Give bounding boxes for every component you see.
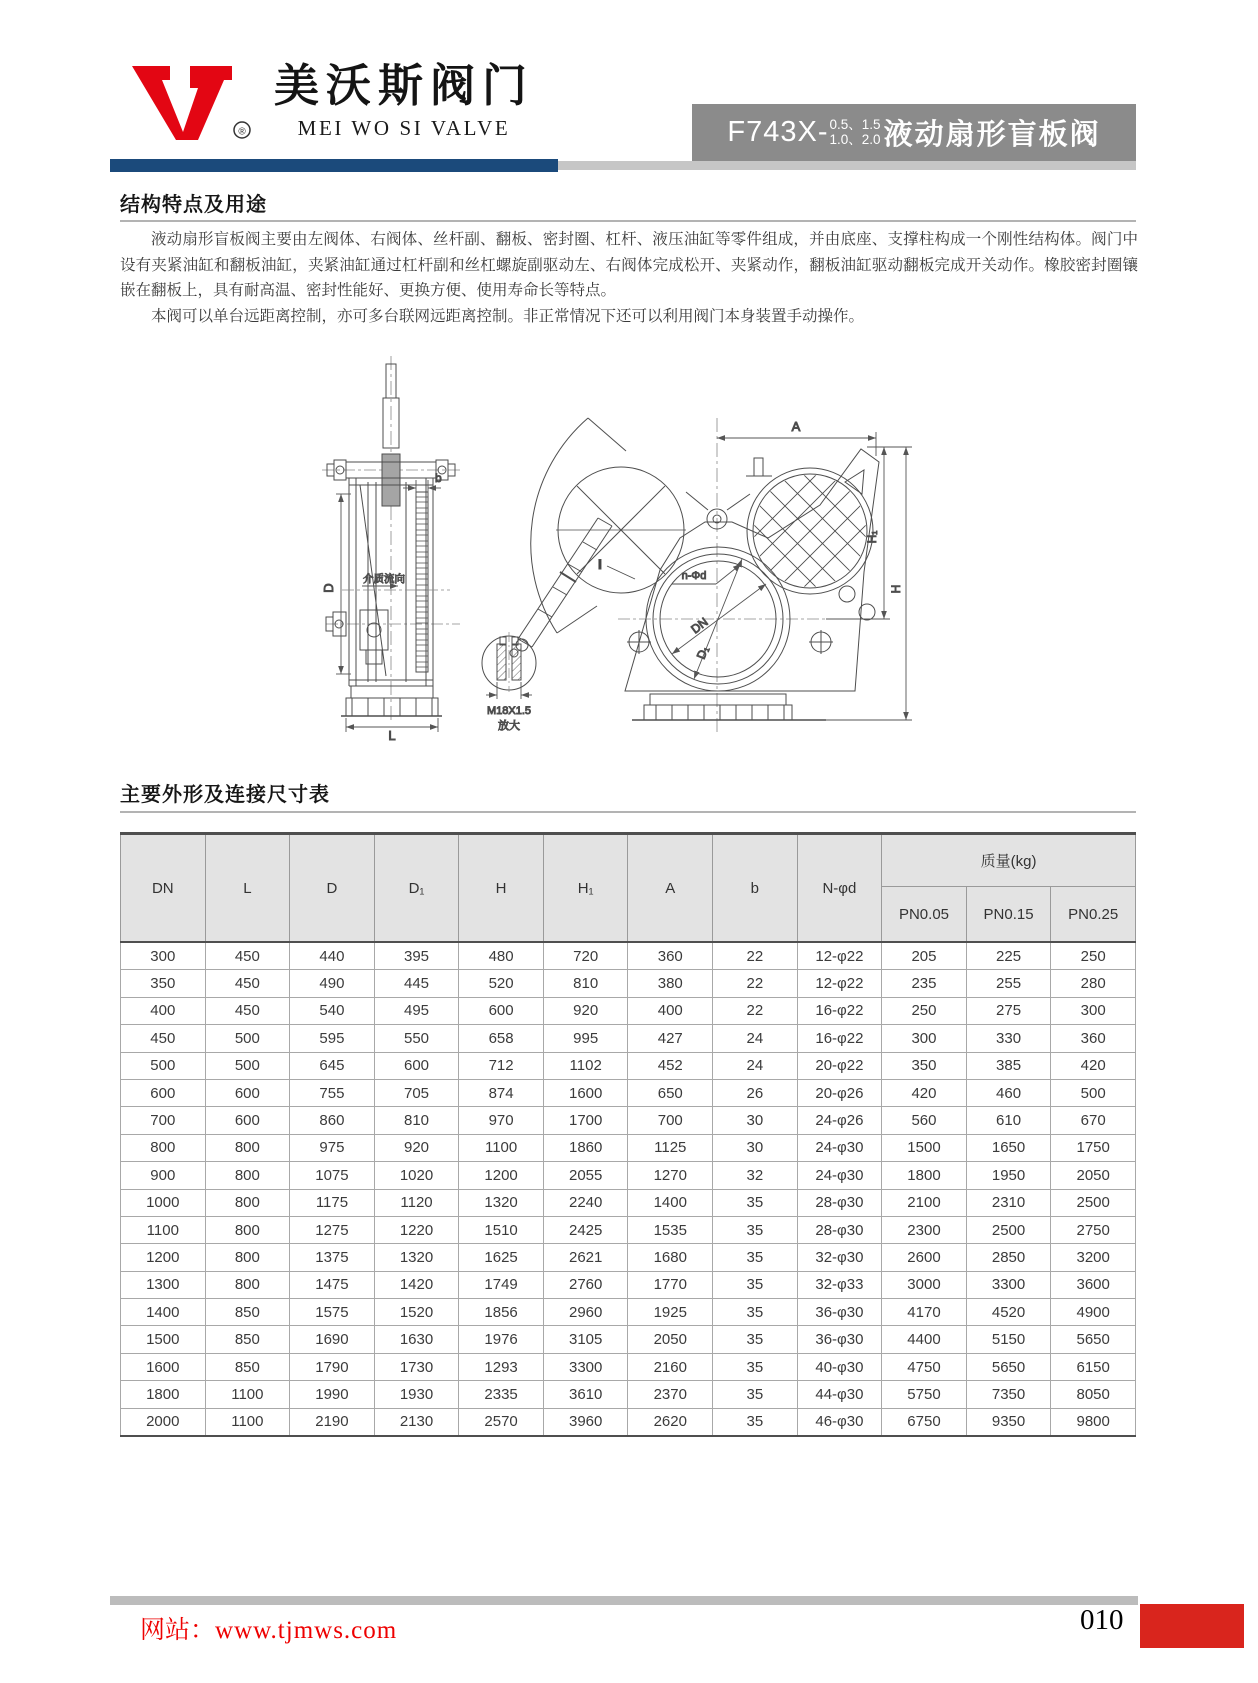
valve-drawing xyxy=(120,342,1136,742)
table-cell: 380 xyxy=(628,970,713,997)
table-cell: 500 xyxy=(1051,1079,1136,1106)
table-cell: 600 xyxy=(205,1079,290,1106)
table-cell: 360 xyxy=(628,942,713,970)
table-cell: 1800 xyxy=(882,1162,967,1189)
table-cell: 3300 xyxy=(966,1271,1051,1298)
table-cell: 1475 xyxy=(290,1271,375,1298)
table-cell: 300 xyxy=(121,942,206,970)
registered-mark: ® xyxy=(238,126,246,138)
table-cell: 44-φ30 xyxy=(797,1381,882,1408)
table-cell: 650 xyxy=(628,1079,713,1106)
table-cell: 235 xyxy=(882,970,967,997)
bolt-holes-label: n-Φd xyxy=(681,570,707,582)
table-cell: 1749 xyxy=(459,1271,544,1298)
table-cell: 36-φ30 xyxy=(797,1326,882,1353)
table-cell: 1930 xyxy=(374,1381,459,1408)
table-cell: 500 xyxy=(121,1052,206,1079)
table-cell: 2960 xyxy=(543,1299,628,1326)
table-cell: 30 xyxy=(713,1107,798,1134)
table-cell: 2300 xyxy=(882,1216,967,1243)
table-cell: 8050 xyxy=(1051,1381,1136,1408)
table-cell: 4400 xyxy=(882,1326,967,1353)
table-cell: 4170 xyxy=(882,1299,967,1326)
table-cell: 700 xyxy=(121,1107,206,1134)
table-cell: 1976 xyxy=(459,1326,544,1353)
table-cell: 1320 xyxy=(459,1189,544,1216)
table-cell: 6750 xyxy=(882,1408,967,1436)
table-cell: 900 xyxy=(121,1162,206,1189)
brand-logo-icon xyxy=(128,58,260,144)
table-cell: 35 xyxy=(713,1189,798,1216)
table-cell: 1100 xyxy=(459,1134,544,1161)
column-header-d1: D₁ xyxy=(374,834,459,943)
table-cell: 1125 xyxy=(628,1134,713,1161)
table-cell: 600 xyxy=(459,997,544,1024)
table-cell: 9350 xyxy=(966,1408,1051,1436)
table-row xyxy=(121,1353,1136,1380)
table-cell: 1750 xyxy=(1051,1134,1136,1161)
column-header-pn005: PN0.05 xyxy=(882,887,967,943)
table-cell: 2750 xyxy=(1051,1216,1136,1243)
dim-label-a: A xyxy=(791,419,801,434)
table-cell: 3300 xyxy=(543,1353,628,1380)
table-cell: 850 xyxy=(205,1299,290,1326)
table-cell: 800 xyxy=(205,1271,290,1298)
product-model: F743X- xyxy=(727,116,829,148)
table-row xyxy=(121,1244,1136,1271)
table-cell: 4900 xyxy=(1051,1299,1136,1326)
table-cell: 1275 xyxy=(290,1216,375,1243)
table-cell: 1200 xyxy=(121,1244,206,1271)
table-cell: 2620 xyxy=(628,1408,713,1436)
table-cell: 28-φ30 xyxy=(797,1189,882,1216)
table-cell: 755 xyxy=(290,1079,375,1106)
table-cell: 1500 xyxy=(121,1326,206,1353)
table-cell: 1700 xyxy=(543,1107,628,1134)
table-cell: 32-φ30 xyxy=(797,1244,882,1271)
website-label: 网站： xyxy=(140,1616,216,1644)
table-cell: 1375 xyxy=(290,1244,375,1271)
table-cell: 1925 xyxy=(628,1299,713,1326)
section-mark-label: I xyxy=(598,556,602,572)
table-cell: 2370 xyxy=(628,1381,713,1408)
table-cell: 420 xyxy=(882,1079,967,1106)
table-cell: 1102 xyxy=(543,1052,628,1079)
table-cell: 28-φ30 xyxy=(797,1216,882,1243)
brand-name-cn: 美沃斯阀门 xyxy=(274,61,535,111)
table-cell: 35 xyxy=(713,1299,798,1326)
table-cell: 2600 xyxy=(882,1244,967,1271)
pressure-ratings xyxy=(830,118,881,147)
table-cell: 3105 xyxy=(543,1326,628,1353)
table-cell: 2190 xyxy=(290,1408,375,1436)
table-cell: 1100 xyxy=(205,1408,290,1436)
table-cell: 24 xyxy=(713,1052,798,1079)
table-row xyxy=(121,1052,1136,1079)
table-row xyxy=(121,970,1136,997)
table-cell: 970 xyxy=(459,1107,544,1134)
table-cell: 225 xyxy=(966,942,1051,970)
table-row xyxy=(121,1107,1136,1134)
footer-red-block xyxy=(1140,1604,1244,1648)
table-cell: 3000 xyxy=(882,1271,967,1298)
pressure-bottom: 1.0、2.0 xyxy=(829,131,881,147)
table-cell: 440 xyxy=(290,942,375,970)
dim-label-d1: D₁ xyxy=(693,644,712,662)
table-cell: 22 xyxy=(713,942,798,970)
table-cell: 400 xyxy=(121,997,206,1024)
table-cell: 1625 xyxy=(459,1244,544,1271)
table-cell: 2500 xyxy=(966,1216,1051,1243)
table-cell: 490 xyxy=(290,970,375,997)
table-cell: 35 xyxy=(713,1244,798,1271)
column-header-pn015: PN0.15 xyxy=(966,887,1051,943)
column-header-b: b xyxy=(713,834,798,943)
table-cell: 1200 xyxy=(459,1162,544,1189)
dim-label-d: D xyxy=(321,583,336,593)
table-cell: 800 xyxy=(121,1134,206,1161)
table-cell: 24-φ30 xyxy=(797,1162,882,1189)
table-cell: 800 xyxy=(205,1134,290,1161)
dim-H xyxy=(826,447,912,720)
header-rule-gray xyxy=(558,161,1136,170)
pressure-top: 0.5、1.5 xyxy=(829,116,881,132)
table-cell: 2240 xyxy=(543,1189,628,1216)
features-heading: 结构特点及用途 xyxy=(120,194,267,216)
table-cell: 810 xyxy=(374,1107,459,1134)
thread-spec-label: M18X1.5 xyxy=(486,705,532,717)
dimensions-table-head xyxy=(121,834,1136,943)
table-cell: 5650 xyxy=(966,1353,1051,1380)
table-cell: 975 xyxy=(290,1134,375,1161)
dimensions-table xyxy=(120,832,1136,1437)
table-cell: 560 xyxy=(882,1107,967,1134)
table-cell: 205 xyxy=(882,942,967,970)
table-cell: 275 xyxy=(966,997,1051,1024)
table-cell: 350 xyxy=(882,1052,967,1079)
table-row xyxy=(121,1189,1136,1216)
table-cell: 26 xyxy=(713,1079,798,1106)
column-header-dn: DN xyxy=(121,834,206,943)
table-cell: 250 xyxy=(1051,942,1136,970)
clamp-cylinder xyxy=(510,518,612,657)
table-cell: 595 xyxy=(290,1025,375,1052)
table-cell: 32-φ33 xyxy=(797,1271,882,1298)
table-cell: 1510 xyxy=(459,1216,544,1243)
table-cell: 35 xyxy=(713,1408,798,1436)
column-header-nphid: N-φd xyxy=(797,834,882,943)
logo-block xyxy=(128,58,534,144)
table-cell: 450 xyxy=(205,942,290,970)
technical-drawings xyxy=(120,342,1136,742)
table-cell: 1175 xyxy=(290,1189,375,1216)
table-cell: 3600 xyxy=(1051,1271,1136,1298)
table-cell: 1400 xyxy=(121,1299,206,1326)
table-row xyxy=(121,1079,1136,1106)
table-cell: 1500 xyxy=(882,1134,967,1161)
table-cell: 1520 xyxy=(374,1299,459,1326)
table-cell: 2335 xyxy=(459,1381,544,1408)
table-cell: 452 xyxy=(628,1052,713,1079)
table-cell: 35 xyxy=(713,1326,798,1353)
table-cell: 460 xyxy=(966,1079,1051,1106)
table-cell: 2100 xyxy=(882,1189,967,1216)
table-cell: 280 xyxy=(1051,970,1136,997)
column-header-a: A xyxy=(628,834,713,943)
table-cell: 12-φ22 xyxy=(797,942,882,970)
dimensions-underline xyxy=(120,811,1136,813)
table-cell: 385 xyxy=(966,1052,1051,1079)
table-cell: 1320 xyxy=(374,1244,459,1271)
table-cell: 995 xyxy=(543,1025,628,1052)
table-cell: 800 xyxy=(205,1162,290,1189)
table-cell: 2050 xyxy=(1051,1162,1136,1189)
column-header-l: L xyxy=(205,834,290,943)
table-row xyxy=(121,1381,1136,1408)
table-cell: 350 xyxy=(121,970,206,997)
table-cell: 12-φ22 xyxy=(797,970,882,997)
table-cell: 495 xyxy=(374,997,459,1024)
table-cell: 540 xyxy=(290,997,375,1024)
table-cell: 810 xyxy=(543,970,628,997)
table-cell: 4520 xyxy=(966,1299,1051,1326)
website-url[interactable]: www.tjmws.com xyxy=(215,1617,398,1644)
table-row xyxy=(121,1162,1136,1189)
table-cell: 1293 xyxy=(459,1353,544,1380)
table-cell: 1790 xyxy=(290,1353,375,1380)
table-cell: 20-φ22 xyxy=(797,1052,882,1079)
brand-text xyxy=(274,58,534,141)
table-cell: 400 xyxy=(628,997,713,1024)
table-cell: 9800 xyxy=(1051,1408,1136,1436)
table-cell: 920 xyxy=(374,1134,459,1161)
table-cell: 445 xyxy=(374,970,459,997)
dim-label-l: L xyxy=(388,728,396,742)
table-cell: 1000 xyxy=(121,1189,206,1216)
page-number: 010 xyxy=(1080,1604,1124,1636)
table-cell: 645 xyxy=(290,1052,375,1079)
table-cell: 35 xyxy=(713,1216,798,1243)
table-row xyxy=(121,1025,1136,1052)
table-cell: 600 xyxy=(121,1079,206,1106)
table-cell: 16-φ22 xyxy=(797,997,882,1024)
brand-name-en: MEI WO SI VALVE xyxy=(297,116,511,140)
table-cell: 300 xyxy=(1051,997,1136,1024)
table-cell: 2500 xyxy=(1051,1189,1136,1216)
table-cell: 395 xyxy=(374,942,459,970)
table-cell: 5750 xyxy=(882,1381,967,1408)
table-cell: 920 xyxy=(543,997,628,1024)
table-cell: 1020 xyxy=(374,1162,459,1189)
table-cell: 5650 xyxy=(1051,1326,1136,1353)
column-header-pn025: PN0.25 xyxy=(1051,887,1136,943)
table-cell: 46-φ30 xyxy=(797,1408,882,1436)
table-cell: 2310 xyxy=(966,1189,1051,1216)
website-line xyxy=(140,1610,397,1646)
table-cell: 36-φ30 xyxy=(797,1299,882,1326)
column-group-weight: 质量(kg) xyxy=(882,834,1136,887)
dim-label-h1: H₁ xyxy=(865,530,879,544)
table-cell: 600 xyxy=(205,1107,290,1134)
table-row xyxy=(121,1326,1136,1353)
table-cell: 250 xyxy=(882,997,967,1024)
side-view-drawing xyxy=(321,356,462,742)
table-cell: 30 xyxy=(713,1134,798,1161)
front-view-drawing xyxy=(510,406,912,734)
table-cell: 1535 xyxy=(628,1216,713,1243)
table-cell: 1600 xyxy=(121,1353,206,1380)
product-title-banner xyxy=(692,104,1136,161)
table-cell: 1100 xyxy=(121,1216,206,1243)
table-cell: 40-φ30 xyxy=(797,1353,882,1380)
table-cell: 670 xyxy=(1051,1107,1136,1134)
table-cell: 1400 xyxy=(628,1189,713,1216)
dimensions-heading: 主要外形及连接尺寸表 xyxy=(120,784,330,806)
table-cell: 427 xyxy=(628,1025,713,1052)
table-cell: 7350 xyxy=(966,1381,1051,1408)
table-cell: 450 xyxy=(205,970,290,997)
table-cell: 1220 xyxy=(374,1216,459,1243)
table-cell: 450 xyxy=(121,1025,206,1052)
table-cell: 2055 xyxy=(543,1162,628,1189)
table-cell: 2160 xyxy=(628,1353,713,1380)
table-cell: 3200 xyxy=(1051,1244,1136,1271)
table-cell: 1730 xyxy=(374,1353,459,1380)
table-row xyxy=(121,997,1136,1024)
table-cell: 2425 xyxy=(543,1216,628,1243)
table-cell: 850 xyxy=(205,1326,290,1353)
table-cell: 800 xyxy=(205,1244,290,1271)
table-cell: 1300 xyxy=(121,1271,206,1298)
table-cell: 20-φ26 xyxy=(797,1079,882,1106)
table-cell: 1680 xyxy=(628,1244,713,1271)
table-cell: 860 xyxy=(290,1107,375,1134)
table-cell: 874 xyxy=(459,1079,544,1106)
table-cell: 480 xyxy=(459,942,544,970)
dim-label-dn: DN xyxy=(688,614,711,637)
column-header-d: D xyxy=(290,834,375,943)
table-cell: 1800 xyxy=(121,1381,206,1408)
table-cell: 1600 xyxy=(543,1079,628,1106)
table-cell: 2760 xyxy=(543,1271,628,1298)
table-cell: 35 xyxy=(713,1381,798,1408)
table-cell: 1856 xyxy=(459,1299,544,1326)
table-cell: 2850 xyxy=(966,1244,1051,1271)
table-cell: 5150 xyxy=(966,1326,1051,1353)
footer-divider-bar xyxy=(110,1596,1138,1605)
table-cell: 4750 xyxy=(882,1353,967,1380)
table-cell: 800 xyxy=(205,1216,290,1243)
table-cell: 1650 xyxy=(966,1134,1051,1161)
table-cell: 700 xyxy=(628,1107,713,1134)
table-cell: 24-φ30 xyxy=(797,1134,882,1161)
table-cell: 24-φ26 xyxy=(797,1107,882,1134)
table-cell: 35 xyxy=(713,1353,798,1380)
table-cell: 712 xyxy=(459,1052,544,1079)
table-cell: 2570 xyxy=(459,1408,544,1436)
column-header-h: H xyxy=(459,834,544,943)
features-paragraph-2: 本阀可以单台远距离控制，亦可多台联网远距离控制。非正常情况下还可以利用阀门本身装置手动操作。 xyxy=(151,307,865,325)
features-paragraph-1: 液动扇形盲板阀主要由左阀体、右阀体、丝杆副、翻板、密封圈、杠杆、液压油缸等零件组成，并由底座、支撑柱构成一个刚性结构体。阀门中设有夹紧油缸和翻板油缸，夹紧油缸通过杠杆副和丝杠螺旋副驱动左、右阀体完成松开、夹紧动作，翻板油缸驱动翻板完成开关动作。橡胶密封圈镶嵌在翻板上，具有耐高温、密封性能好、更换方便、使用寿命长等特点。 xyxy=(120,231,1138,300)
table-cell: 35 xyxy=(713,1271,798,1298)
table-cell: 500 xyxy=(205,1025,290,1052)
flow-direction-label: 介质流向 xyxy=(363,573,405,585)
table-cell: 6150 xyxy=(1051,1353,1136,1380)
dim-label-b: b xyxy=(435,471,442,485)
table-cell: 1100 xyxy=(205,1381,290,1408)
table-cell: 658 xyxy=(459,1025,544,1052)
table-cell: 550 xyxy=(374,1025,459,1052)
table-cell: 2130 xyxy=(374,1408,459,1436)
header-rule-blue xyxy=(110,159,558,172)
features-underline xyxy=(120,220,1136,222)
table-cell: 1690 xyxy=(290,1326,375,1353)
table-cell: 330 xyxy=(966,1025,1051,1052)
table-cell: 1120 xyxy=(374,1189,459,1216)
dim-A xyxy=(717,432,876,456)
product-name: 液动扇形盲板阀 xyxy=(883,119,1101,151)
table-cell: 255 xyxy=(966,970,1051,997)
table-cell: 450 xyxy=(205,997,290,1024)
table-cell: 600 xyxy=(374,1052,459,1079)
table-cell: 3610 xyxy=(543,1381,628,1408)
table-cell: 360 xyxy=(1051,1025,1136,1052)
table-cell: 500 xyxy=(205,1052,290,1079)
table-cell: 3960 xyxy=(543,1408,628,1436)
table-cell: 1860 xyxy=(543,1134,628,1161)
dim-label-h: H xyxy=(889,584,903,594)
table-cell: 1270 xyxy=(628,1162,713,1189)
features-text xyxy=(120,227,1138,329)
table-row xyxy=(121,1134,1136,1161)
table-cell: 16-φ22 xyxy=(797,1025,882,1052)
table-cell: 22 xyxy=(713,997,798,1024)
table-cell: 520 xyxy=(459,970,544,997)
table-cell: 610 xyxy=(966,1107,1051,1134)
table-cell: 720 xyxy=(543,942,628,970)
table-cell: 1990 xyxy=(290,1381,375,1408)
table-cell: 24 xyxy=(713,1025,798,1052)
table-cell: 420 xyxy=(1051,1052,1136,1079)
table-row xyxy=(121,1271,1136,1298)
table-row xyxy=(121,1408,1136,1436)
table-cell: 2000 xyxy=(121,1408,206,1436)
enlarge-label: 放大 xyxy=(498,720,520,732)
table-cell: 22 xyxy=(713,970,798,997)
table-row xyxy=(121,1216,1136,1243)
table-row xyxy=(121,1299,1136,1326)
dimensions-table-body xyxy=(121,942,1136,1436)
table-cell: 1075 xyxy=(290,1162,375,1189)
table-cell: 705 xyxy=(374,1079,459,1106)
table-cell: 1420 xyxy=(374,1271,459,1298)
column-header-h1: H₁ xyxy=(543,834,628,943)
table-cell: 32 xyxy=(713,1162,798,1189)
table-cell: 300 xyxy=(882,1025,967,1052)
table-cell: 1770 xyxy=(628,1271,713,1298)
table-cell: 2621 xyxy=(543,1244,628,1271)
table-row xyxy=(121,942,1136,970)
table-cell: 1575 xyxy=(290,1299,375,1326)
table-cell: 1630 xyxy=(374,1326,459,1353)
table-cell: 2050 xyxy=(628,1326,713,1353)
table-cell: 800 xyxy=(205,1189,290,1216)
table-cell: 1950 xyxy=(966,1162,1051,1189)
table-cell: 850 xyxy=(205,1353,290,1380)
